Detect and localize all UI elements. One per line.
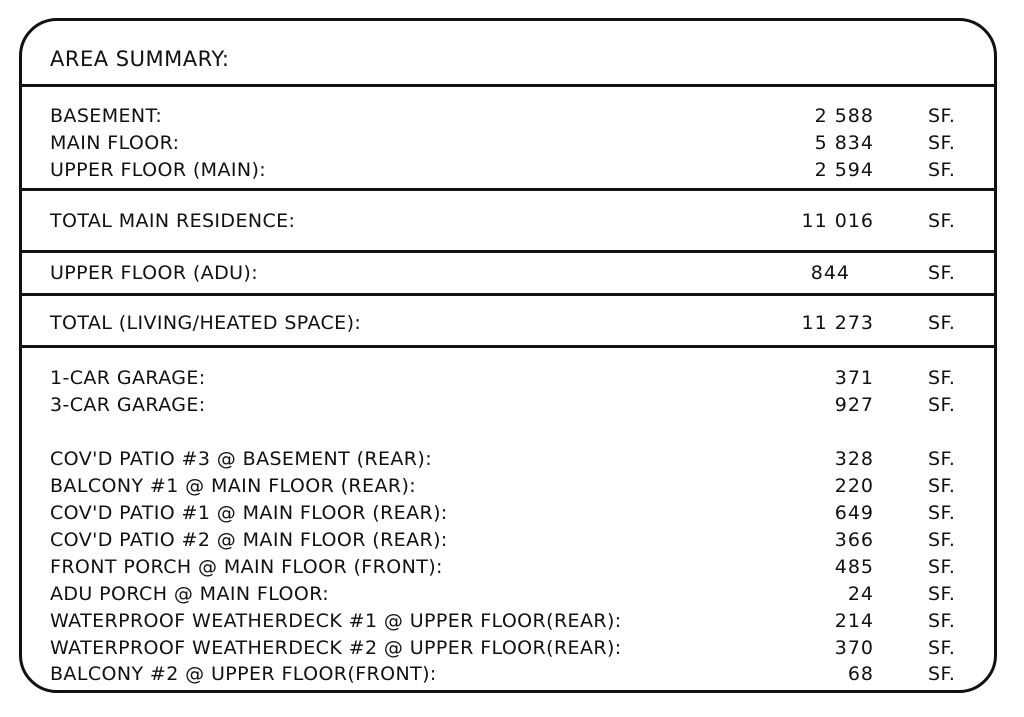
table-row [22,365,994,391]
table-row [22,446,994,472]
divider [22,345,994,348]
table-row [22,392,994,418]
table-row [22,635,994,661]
table-row [22,581,994,607]
row-unit: SF. [928,394,956,416]
row-label: WATERPROOF WEATHERDECK #1 @ UPPER FLOOR(REAR): [50,610,622,632]
row-value: 220 [834,475,874,497]
row-label: UPPER FLOOR (ADU): [50,262,259,284]
row-unit: SF. [928,663,956,685]
row-unit: SF. [928,262,956,284]
row-label: 1-CAR GARAGE: [50,367,206,389]
row-unit: SF. [928,367,956,389]
table-row [22,608,994,634]
row-unit: SF. [928,105,956,127]
row-unit: SF. [928,529,956,551]
adu-row [22,260,994,286]
table-row [22,661,994,687]
row-unit: SF. [928,475,956,497]
row-value: 2 588 [814,105,874,127]
row-unit: SF. [928,159,956,181]
row-unit: SF. [928,502,956,524]
row-value: 927 [834,394,874,416]
row-label: TOTAL MAIN RESIDENCE: [50,210,296,232]
total-main-row [22,208,994,234]
row-value: 485 [834,556,874,578]
divider [22,250,994,253]
table-row [22,157,994,183]
row-label: COV'D PATIO #3 @ BASEMENT (REAR): [50,448,433,470]
row-label: ADU PORCH @ MAIN FLOOR: [50,583,330,605]
row-value: 11 273 [801,312,874,334]
row-value: 11 016 [801,210,874,232]
area-summary-sheet [19,18,997,693]
divider [22,293,994,296]
table-row [22,473,994,499]
row-label: BALCONY #2 @ UPPER FLOOR(FRONT): [50,663,437,685]
row-value: 24 [847,583,874,605]
row-value: 370 [834,637,874,659]
row-unit: SF. [928,556,956,578]
row-value: 366 [834,529,874,551]
row-unit: SF. [928,210,956,232]
row-unit: SF. [928,448,956,470]
row-label: FRONT PORCH @ MAIN FLOOR (FRONT): [50,556,443,578]
divider [22,84,994,87]
row-value: 2 594 [814,159,874,181]
row-unit: SF. [928,312,956,334]
table-row [22,130,994,156]
row-value: 328 [834,448,874,470]
row-value: 371 [834,367,874,389]
row-label: BASEMENT: [50,105,163,127]
row-label: WATERPROOF WEATHERDECK #2 @ UPPER FLOOR(REAR): [50,637,622,659]
row-label: UPPER FLOOR (MAIN): [50,159,267,181]
table-row [22,554,994,580]
table-row [22,527,994,553]
row-label: TOTAL (LIVING/HEATED SPACE): [50,312,362,334]
page-title: AREA SUMMARY: [50,47,230,71]
row-value: 214 [834,610,874,632]
row-unit: SF. [928,610,956,632]
row-unit: SF. [928,583,956,605]
row-value: 649 [834,502,874,524]
row-value: 68 [847,663,874,685]
row-label: COV'D PATIO #2 @ MAIN FLOOR (REAR): [50,529,448,551]
row-unit: SF. [928,132,956,154]
row-label: COV'D PATIO #1 @ MAIN FLOOR (REAR): [50,502,448,524]
row-value: 844 [810,262,850,284]
divider [22,188,994,191]
row-unit: SF. [928,637,956,659]
row-label: 3-CAR GARAGE: [50,394,206,416]
row-value: 5 834 [814,132,874,154]
table-row [22,500,994,526]
row-label: MAIN FLOOR: [50,132,180,154]
table-row [22,103,994,129]
row-label: BALCONY #1 @ MAIN FLOOR (REAR): [50,475,417,497]
total-living-row [22,310,994,336]
